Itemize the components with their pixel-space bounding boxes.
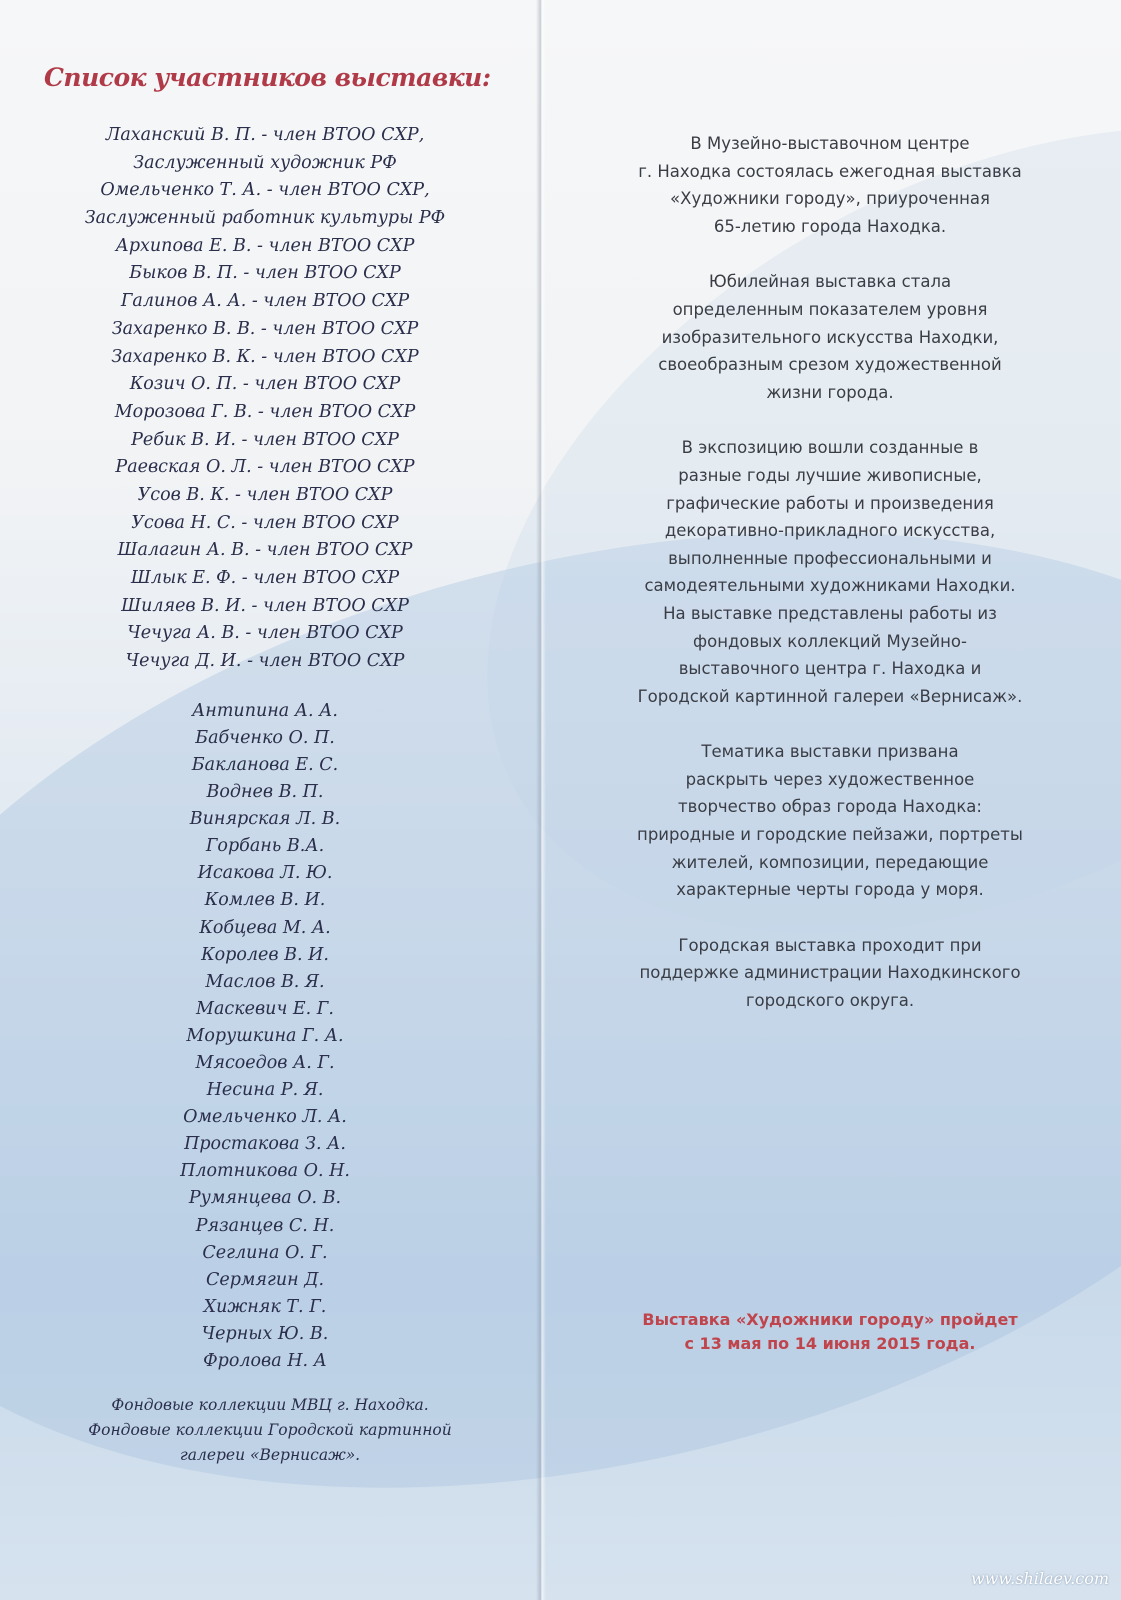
description-paragraph [590, 932, 1070, 1015]
paragraph-line: разные годы лучшие живописные, [678, 465, 982, 485]
paragraph-line: «Художники городу», приуроченная [670, 189, 990, 209]
member-entry: Усов В. К. - член ВТОО СХР [137, 484, 393, 505]
member-entry: Усова Н. С. - член ВТОО СХР [131, 512, 399, 533]
paragraph-line: определенным показателем уровня [672, 299, 988, 319]
member-entry: Омельченко Т. А. - член ВТОО СХР, [100, 180, 430, 201]
participant-entry: Фролова Н. А [203, 1351, 327, 1371]
participant-entry: Комлев В. И. [204, 890, 326, 911]
participant-entry: Мясоедов А. Г. [195, 1052, 335, 1073]
participants-column [30, 55, 530, 1468]
paragraph-line: Юбилейная выставка стала [708, 272, 952, 292]
center-fold [536, 0, 546, 1600]
other-participants-list [30, 698, 500, 1375]
member-entry: Архипова Е. В. - член ВТОО СХР [115, 235, 415, 256]
participant-entry: Сермягин Д. [205, 1269, 325, 1290]
fund-note-line: Фондовые коллекции Городской картинной [88, 1421, 452, 1440]
participant-entry: Кобцева М. А. [199, 917, 331, 938]
paragraph-line: Городской картинной галереи «Вернисаж». [637, 686, 1023, 706]
member-entry: Заслуженный художник РФ [133, 152, 397, 173]
description-paragraph [590, 268, 1070, 406]
participants-title: Список участников выставки: [44, 63, 491, 92]
fund-note-line: галереи «Вернисаж». [179, 1446, 361, 1465]
member-entry: Чечуга А. В. - член ВТОО СХР [127, 623, 403, 644]
member-entry: Заслуженный работник культуры РФ [84, 208, 446, 229]
paragraph-line: фондовых коллекций Музейно- [693, 631, 967, 651]
paragraph-line: изобразительного искусства Находки, [661, 327, 999, 347]
participant-entry: Простакова З. А. [184, 1134, 346, 1155]
participant-entry: Румянцева О. В. [188, 1188, 342, 1209]
participant-entry: Исакова Л. Ю. [197, 863, 333, 884]
participant-entry: Черных Ю. В. [201, 1323, 329, 1344]
paragraph-line: характерные черты города у моря. [676, 880, 984, 900]
paragraph-line: На выставке представлены работы из [663, 603, 997, 623]
member-entry: Шиляев В. И. - член ВТОО СХР [121, 595, 409, 616]
participant-entry: Морушкина Г. А. [186, 1025, 344, 1046]
paragraph-line: творчество образ города Находка: [678, 797, 982, 817]
member-entry: Раевская О. Л. - член ВТОО СХР [115, 457, 415, 478]
member-entry: Чечуга Д. И. - член ВТОО СХР [125, 651, 405, 672]
participant-entry: Плотникова О. Н. [180, 1161, 350, 1182]
member-entry: Галинов А. А. - член ВТОО СХР [120, 291, 410, 312]
participant-entry: Несина Р. Я. [206, 1080, 324, 1101]
member-entry: Захаренко В. В. - член ВТОО СХР [111, 318, 419, 339]
announcement-line: с 13 мая по 14 июня 2015 года. [684, 1334, 976, 1353]
paragraph-line: городского округа. [745, 991, 915, 1011]
paragraph-line: выполненные профессиональными и [668, 548, 992, 568]
participant-entry: Королев В. И. [201, 944, 329, 965]
paragraph-line: жизни города. [766, 382, 894, 402]
paragraph-line: поддержке администрации Находкинского [639, 963, 1021, 983]
paragraph-line: Городская выставка проходит при [678, 935, 982, 955]
description-paragraph [590, 738, 1070, 904]
participant-entry: Воднев В. П. [206, 782, 324, 803]
description-paragraph [590, 434, 1070, 710]
participant-entry: Маслов В. Я. [205, 971, 325, 992]
member-entry: Быков В. П. - член ВТОО СХР [129, 263, 401, 284]
paragraph-line: самодеятельными художниками Находки. [644, 576, 1016, 596]
participant-entry: Омельченко Л. А. [183, 1107, 347, 1128]
participant-entry: Горбань В.А. [205, 836, 325, 857]
exhibition-dates-announcement [590, 1308, 1070, 1356]
participant-entry: Хижняк Т. Г. [203, 1296, 327, 1317]
participant-entry: Маскевич Е. Г. [196, 998, 334, 1019]
announcement-line: Выставка «Художники городу» пройдет [642, 1310, 1018, 1329]
member-list [30, 122, 500, 676]
paragraph-line: В экспозицию вошли созданные в [681, 438, 979, 458]
paragraph-line: Тематика выставки призвана [701, 742, 959, 762]
paragraph-line: жителей, композиции, передающие [671, 852, 989, 872]
fund-collections-note [30, 1393, 510, 1468]
participant-entry: Бабченко О. П. [195, 727, 335, 748]
member-entry: Шлык Е. Ф. - член ВТОО СХР [130, 568, 400, 588]
paragraph-line: декоративно-прикладного искусства, [664, 521, 996, 541]
participant-entry: Антипина А. А. [192, 700, 338, 721]
paragraph-line: природные и городские пейзажи, портреты [637, 825, 1023, 845]
member-entry: Шалагин А. В. - член ВТОО СХР [117, 540, 413, 561]
paragraph-line: своеобразным срезом художественной [658, 355, 1002, 375]
paragraph-line: выставочного центра г. Находка и [678, 659, 982, 679]
member-entry: Козич О. П. - член ВТОО СХР [129, 374, 401, 395]
exhibition-description [590, 130, 1070, 1043]
site-watermark: www.shilaev.com [970, 1569, 1109, 1588]
participant-entry: Рязанцев С. Н. [195, 1215, 335, 1236]
fund-note-line: Фондовые коллекции МВЦ г. Находка. [111, 1396, 429, 1415]
participant-entry: Винярская Л. В. [189, 809, 341, 830]
description-paragraph [590, 130, 1070, 240]
participant-entry: Бакланова Е. С. [191, 754, 339, 775]
member-entry: Ребик В. И. - член ВТОО СХР [131, 429, 399, 450]
member-entry: Захаренко В. К. - член ВТОО СХР [111, 346, 419, 367]
paragraph-line: графические работы и произведения [666, 493, 994, 513]
paragraph-line: раскрыть через художественное [685, 769, 975, 789]
paragraph-line: 65-летию города Находка. [713, 216, 947, 236]
paragraph-line: г. Находка состоялась ежегодная выставка [638, 161, 1022, 181]
participant-entry: Сеглина О. Г. [202, 1242, 328, 1263]
paragraph-line: В Музейно-выставочном центре [690, 134, 970, 153]
member-entry: Морозова Г. В. - член ВТОО СХР [114, 401, 416, 422]
member-entry: Лаханский В. П. - член ВТОО СХР, [105, 125, 425, 145]
